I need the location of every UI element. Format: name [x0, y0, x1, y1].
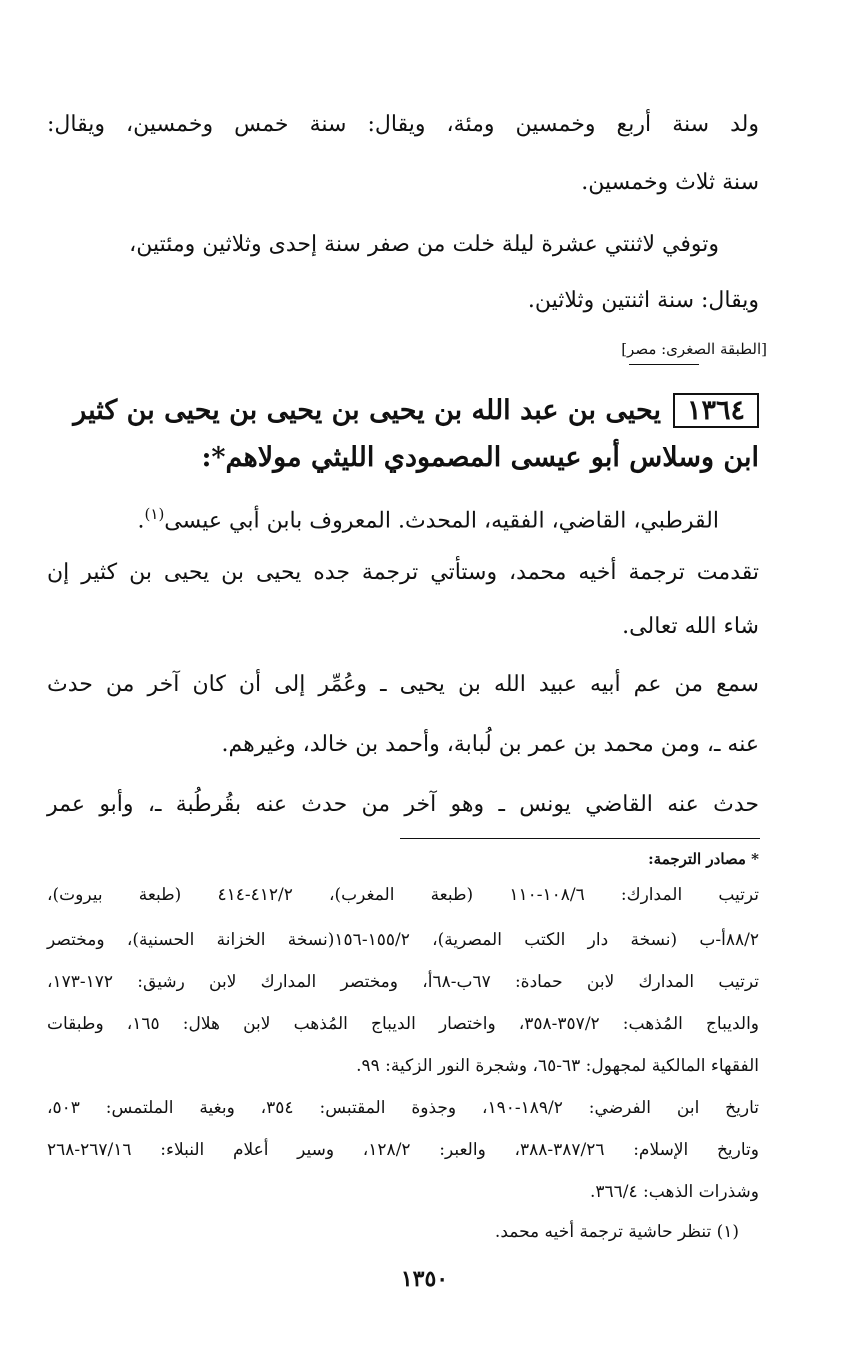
class-underline [629, 364, 699, 365]
source-line: وشذرات الذهب: ٣٦٦/٤. [589, 1182, 759, 1202]
text-line: تقدمت ترجمة أخيه محمد، وستأتي ترجمة جده يحيى بن يحيى بن كثير إن [47, 560, 759, 585]
source-line: ٨٨/٢أ-ب (نسخة دار الكتب المصرية)، ١٥٥/٢-١٥٦(نسخة الخزانة الحسنية)، ومختصر [47, 930, 759, 950]
bio-text: القرطبي، القاضي، الفقيه، المحدث. المعروف بابن أبي عيسى [164, 508, 719, 534]
source-line: والديباج المُذهب: ٣٥٧/٢-٣٥٨، واختصار الديباج المُذهب لابن هلال: ١٦٥، وطبقات [47, 1014, 760, 1034]
entry-name-line1: يحيى بن عبد الله بن يحيى بن يحيى بن يحيى بن كثير [73, 395, 661, 426]
entry-name-line2: ابن وسلاس أبو عيسى المصمودي الليثي مولاهم*: [201, 442, 759, 473]
text-line: وتوفي لاثنتي عشرة ليلة خلت من صفر سنة إحدى وثلاثين ومئتين، [129, 232, 719, 257]
text-line: ولد سنة أربع وخمسين ومئة، ويقال: سنة خمس وخمسين، ويقال: [47, 112, 759, 137]
text-line: شاء الله تعالى. [622, 614, 759, 639]
source-line: ترتيب المدارك: ١٠٨/٦-١١٠ (طبعة المغرب)، ٤١٢/٢-٤١٤ (طبعة بيروت)، [47, 885, 759, 905]
footnote-separator [400, 838, 760, 839]
text-line: سمع من عم أبيه عبيد الله بن يحيى ـ وعُمِّر إلى أن كان آخر من حدث [47, 672, 759, 697]
source-line: تاريخ ابن الفرضي: ١٨٩/٢-١٩٠، وجذوة المقتبس: ٣٥٤، وبغية الملتمس: ٥٠٣، [47, 1098, 760, 1118]
bio-end: . [137, 508, 145, 534]
source-line: ترتيب المدارك لابن حمادة: ٦٧ب-٦٨أ، ومختصر المدارك لابن رشيق: ١٧٢-١٧٣، [47, 972, 759, 992]
bio-line1 [7, 505, 719, 533]
text-line: ويقال: سنة اثنتين وثلاثين. [527, 288, 759, 313]
sources-title: * مصادر الترجمة: [648, 850, 759, 868]
text-line: عنه ـ، ومن محمد بن عمر بن لُبابة، وأحمد بن خالد، وغيرهم. [221, 732, 759, 757]
source-line: الفقهاء المالكية لمجهول: ٦٣-٦٥، وشجرة النور الزكية: ٩٩. [356, 1056, 759, 1076]
footnote-1: (١) تنظر حاشية ترجمة أخيه محمد. [494, 1222, 739, 1242]
page-number: ١٣٥٠ [400, 1266, 449, 1292]
class-tag: [الطبقة الصغرى: مصر] [621, 340, 767, 358]
entry-number: ١٣٦٤ [673, 393, 759, 428]
entry-heading-line1 [47, 393, 759, 428]
source-line: وتاريخ الإسلام: ٣٨٧/٢٦-٣٨٨، والعبر: ١٢٨/٢، وسير أعلام النبلاء: ٢٦٧/١٦-٢٦٨ [47, 1140, 759, 1160]
footnote-marker: (١) [144, 505, 165, 523]
text-line: حدث عنه القاضي يونس ـ وهو آخر من حدث عنه بقُرطُبة ـ، وأبو عمر [47, 792, 759, 817]
text-line: سنة ثلاث وخمسين. [581, 170, 759, 195]
